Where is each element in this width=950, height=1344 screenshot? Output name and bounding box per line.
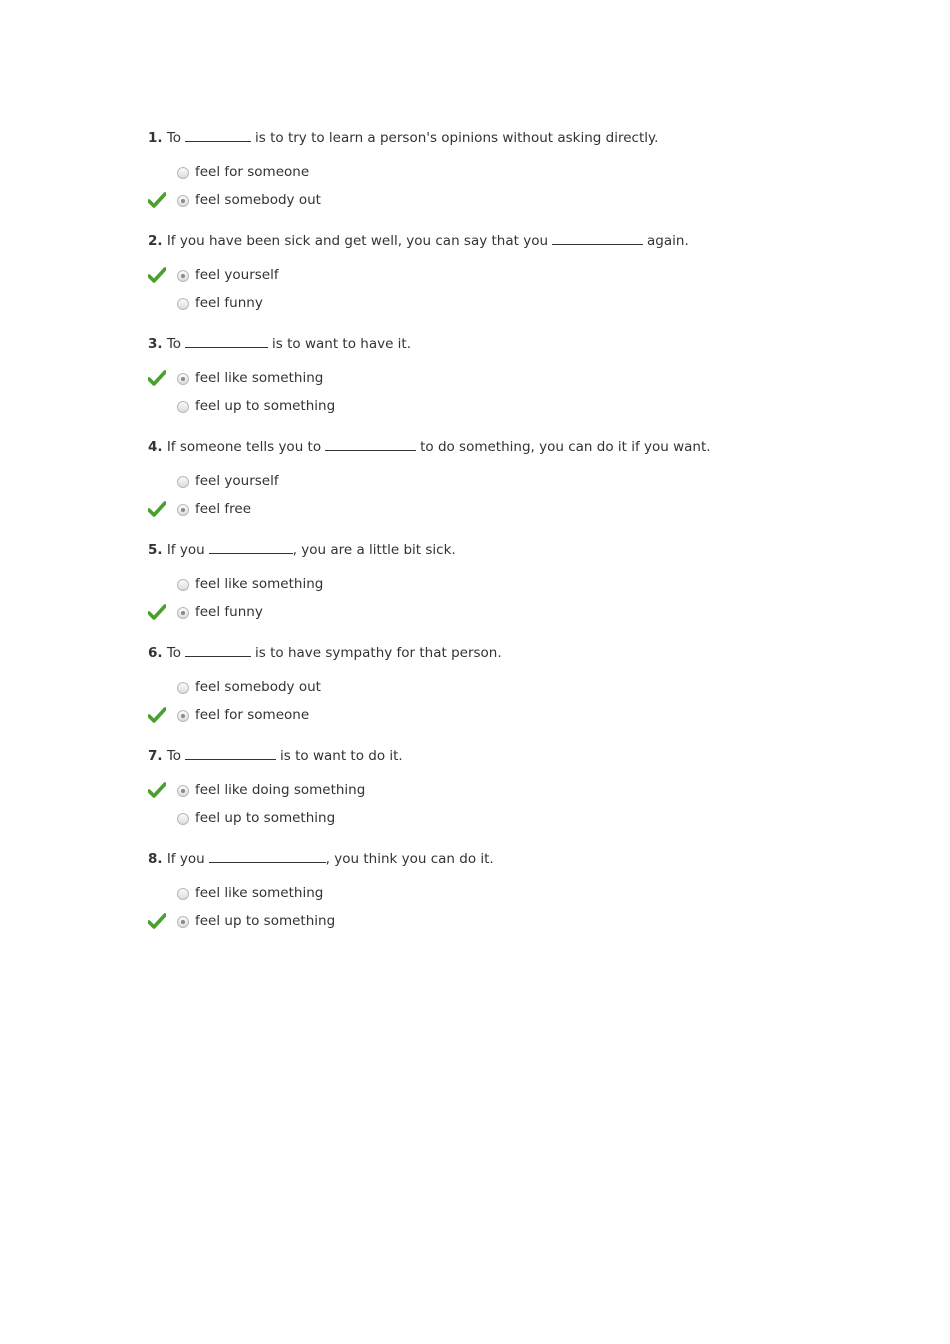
radio-button[interactable] [177, 579, 189, 591]
question-text [148, 849, 848, 869]
answer-blank [209, 849, 326, 863]
question-text-before: If someone tells you to [166, 439, 322, 455]
checkmark-icon [148, 267, 166, 283]
question-text-before: If you have been sick and get well, you can say that you [166, 233, 549, 249]
question-number: 4. [148, 439, 163, 455]
answer-option[interactable] [148, 907, 848, 935]
answer-option[interactable] [148, 701, 848, 729]
question-text-before: If you [166, 542, 205, 558]
checkmark-icon [148, 707, 166, 723]
question-text [148, 231, 848, 251]
answer-option[interactable] [148, 289, 848, 317]
option-label: feel up to something [195, 398, 336, 414]
question-text-before: To [166, 336, 182, 352]
option-label: feel somebody out [195, 679, 321, 695]
question-6 [148, 643, 848, 729]
option-label: feel for someone [195, 164, 310, 180]
checkmark-icon [148, 604, 166, 620]
radio-button[interactable] [177, 476, 189, 488]
question-number: 7. [148, 748, 163, 764]
radio-button[interactable] [177, 813, 189, 825]
answer-option[interactable] [148, 392, 848, 420]
question-text [148, 746, 848, 766]
question-text-before: To [166, 130, 182, 146]
option-label: feel yourself [195, 267, 279, 283]
answer-option[interactable] [148, 804, 848, 832]
option-label: feel like doing something [195, 782, 366, 798]
question-number: 2. [148, 233, 163, 249]
question-text-after: is to try to learn a person's opinions without asking directly. [255, 130, 659, 146]
radio-button[interactable] [177, 682, 189, 694]
answer-blank [325, 437, 416, 451]
checkmark-icon [148, 782, 166, 798]
question-text [148, 540, 848, 560]
question-text-after: is to want to have it. [272, 336, 412, 352]
question-number: 5. [148, 542, 163, 558]
answer-blank [209, 540, 293, 554]
option-label: feel free [195, 501, 252, 517]
radio-button[interactable] [177, 195, 189, 207]
radio-button[interactable] [177, 401, 189, 413]
answer-option[interactable] [148, 570, 848, 598]
question-text [148, 643, 848, 663]
quiz [148, 128, 848, 952]
radio-button[interactable] [177, 888, 189, 900]
question-2 [148, 231, 848, 317]
option-label: feel funny [195, 295, 263, 311]
option-label: feel up to something [195, 913, 336, 929]
question-text-before: If you [166, 851, 205, 867]
option-label: feel yourself [195, 473, 279, 489]
answer-blank [552, 231, 643, 245]
option-label: feel like something [195, 885, 324, 901]
answer-blank [185, 746, 276, 760]
question-8 [148, 849, 848, 935]
question-4 [148, 437, 848, 523]
question-text [148, 334, 848, 354]
question-text-before: To [166, 645, 182, 661]
answer-option[interactable] [148, 776, 848, 804]
question-number: 1. [148, 130, 163, 146]
radio-button[interactable] [177, 607, 189, 619]
checkmark-icon [148, 913, 166, 929]
answer-option[interactable] [148, 879, 848, 907]
option-label: feel funny [195, 604, 263, 620]
answer-option[interactable] [148, 186, 848, 214]
radio-button[interactable] [177, 916, 189, 928]
answer-blank [185, 128, 251, 142]
option-label: feel like something [195, 576, 324, 592]
answer-option[interactable] [148, 495, 848, 523]
question-text-after: is to want to do it. [280, 748, 403, 764]
answer-option[interactable] [148, 261, 848, 289]
question-number: 3. [148, 336, 163, 352]
question-text-after: again. [647, 233, 689, 249]
answer-option[interactable] [148, 364, 848, 392]
question-text-after: is to have sympathy for that person. [255, 645, 502, 661]
radio-button[interactable] [177, 167, 189, 179]
radio-button[interactable] [177, 710, 189, 722]
option-label: feel like something [195, 370, 324, 386]
checkmark-icon [148, 192, 166, 208]
checkmark-icon [148, 501, 166, 517]
option-label: feel somebody out [195, 192, 321, 208]
answer-option[interactable] [148, 158, 848, 186]
radio-button[interactable] [177, 504, 189, 516]
question-text-after: , you are a little bit sick. [292, 542, 456, 558]
option-label: feel for someone [195, 707, 310, 723]
answer-option[interactable] [148, 673, 848, 701]
question-text-after: , you think you can do it. [325, 851, 494, 867]
question-text-before: To [166, 748, 182, 764]
question-number: 6. [148, 645, 163, 661]
checkmark-icon [148, 370, 166, 386]
answer-option[interactable] [148, 598, 848, 626]
question-5 [148, 540, 848, 626]
radio-button[interactable] [177, 785, 189, 797]
radio-button[interactable] [177, 298, 189, 310]
answer-blank [185, 334, 268, 348]
radio-button[interactable] [177, 373, 189, 385]
question-text [148, 437, 848, 457]
answer-blank [185, 643, 251, 657]
question-text-after: to do something, you can do it if you want. [420, 439, 711, 455]
question-3 [148, 334, 848, 420]
question-number: 8. [148, 851, 163, 867]
question-7 [148, 746, 848, 832]
question-1 [148, 128, 848, 214]
answer-option[interactable] [148, 467, 848, 495]
option-label: feel up to something [195, 810, 336, 826]
question-text [148, 128, 848, 148]
radio-button[interactable] [177, 270, 189, 282]
